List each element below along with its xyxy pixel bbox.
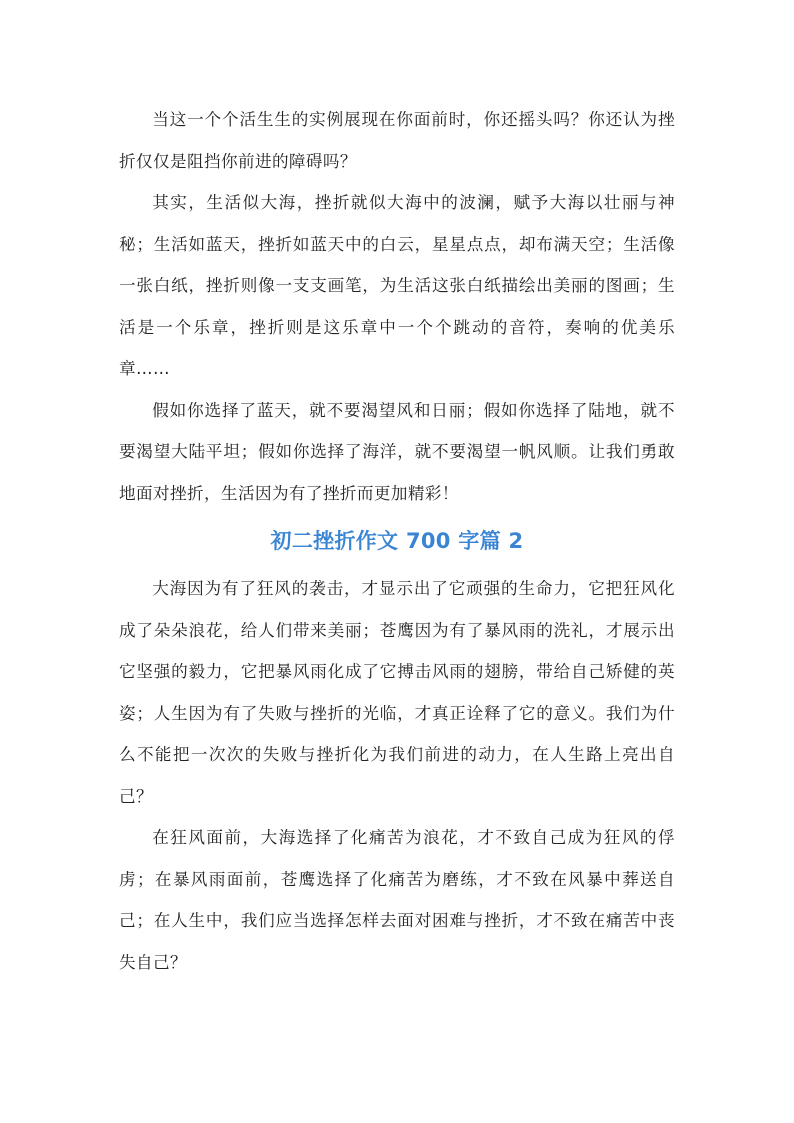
article-body — [119, 99, 675, 983]
section-heading: 初二挫折作文 700 字篇 2 — [270, 529, 524, 553]
paragraph-life-metaphors: 其实，生活似大海，挫折就似大海中的波澜，赋予大海以壮丽与神秘；生活如蓝天，挫折如蓝天中的白云，星星点点，却布满天空；生活像一张白纸，挫折则像一支支画笔，为生活这张白纸描绘出美丽的图画；生活是一个乐章，挫折则是这乐章中一个个跳动的音符，奏响的优美乐章…… — [119, 193, 675, 378]
paragraph-examples-question: 当这一个个活生生的实例展现在你面前时，你还摇头吗？你还认为挫折仅仅是阻挡你前进的障碍吗？ — [119, 110, 675, 171]
paragraph-sea-eagle: 大海因为有了狂风的袭击，才显示出了它顽强的生命力，它把狂风化成了朵朵浪花，给人们带来美丽；苍鹰因为有了暴风雨的洗礼，才展示出它坚强的毅力，它把暴风雨化成了它搏击风雨的翅膀，带给自己矫健的英姿；人生因为有了失败与挫折的光临，才真正诠释了它的意义。我们为什么不能把一次次的失败与挫折化为我们前进的动力，在人生路上亮出自己？ — [119, 579, 675, 806]
paragraph-choice-courage: 假如你选择了蓝天，就不要渴望风和日丽；假如你选择了陆地，就不要渴望大陆平坦；假如你选择了海洋，就不要渴望一帆风顺。让我们勇敢地面对挫折，生活因为有了挫折而更加精彩！ — [119, 400, 675, 503]
paragraph-facing-hardship: 在狂风面前，大海选择了化痛苦为浪花，才不致自己成为狂风的俘虏；在暴风雨面前，苍鹰选择了化痛苦为磨练，才不致在风暴中葬送自己；在人生中，我们应当选择怎样去面对困难与挫折，才不致在痛苦中丧失自己？ — [119, 828, 675, 972]
